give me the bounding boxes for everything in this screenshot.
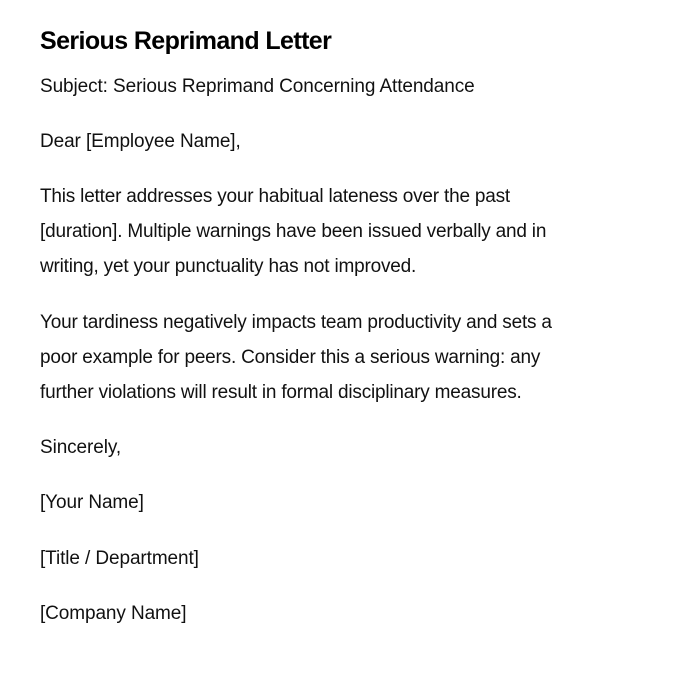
- signature-name: [Your Name]: [40, 492, 144, 513]
- closing: Sincerely,: [40, 437, 122, 458]
- paragraph-line: further violations will result in formal disciplinary measures.: [40, 382, 522, 403]
- signature-title: [Title / Department]: [40, 548, 199, 569]
- paragraph-2: [40, 305, 650, 410]
- letter-title: Serious Reprimand Letter: [40, 27, 332, 55]
- subject-line: Subject: Serious Reprimand Concerning Attendance: [40, 76, 475, 97]
- salutation: Dear [Employee Name],: [40, 131, 241, 152]
- paragraph-line: poor example for peers. Consider this a serious warning: any: [40, 347, 541, 368]
- paragraph-1: [40, 179, 650, 284]
- paragraph-line: This letter addresses your habitual lateness over the past: [40, 186, 510, 207]
- paragraph-line: [duration]. Multiple warnings have been issued verbally and in: [40, 221, 547, 242]
- signature-company: [Company Name]: [40, 603, 187, 624]
- paragraph-line: Your tardiness negatively impacts team productivity and sets a: [40, 312, 552, 333]
- paragraph-line: writing, yet your punctuality has not improved.: [40, 256, 417, 277]
